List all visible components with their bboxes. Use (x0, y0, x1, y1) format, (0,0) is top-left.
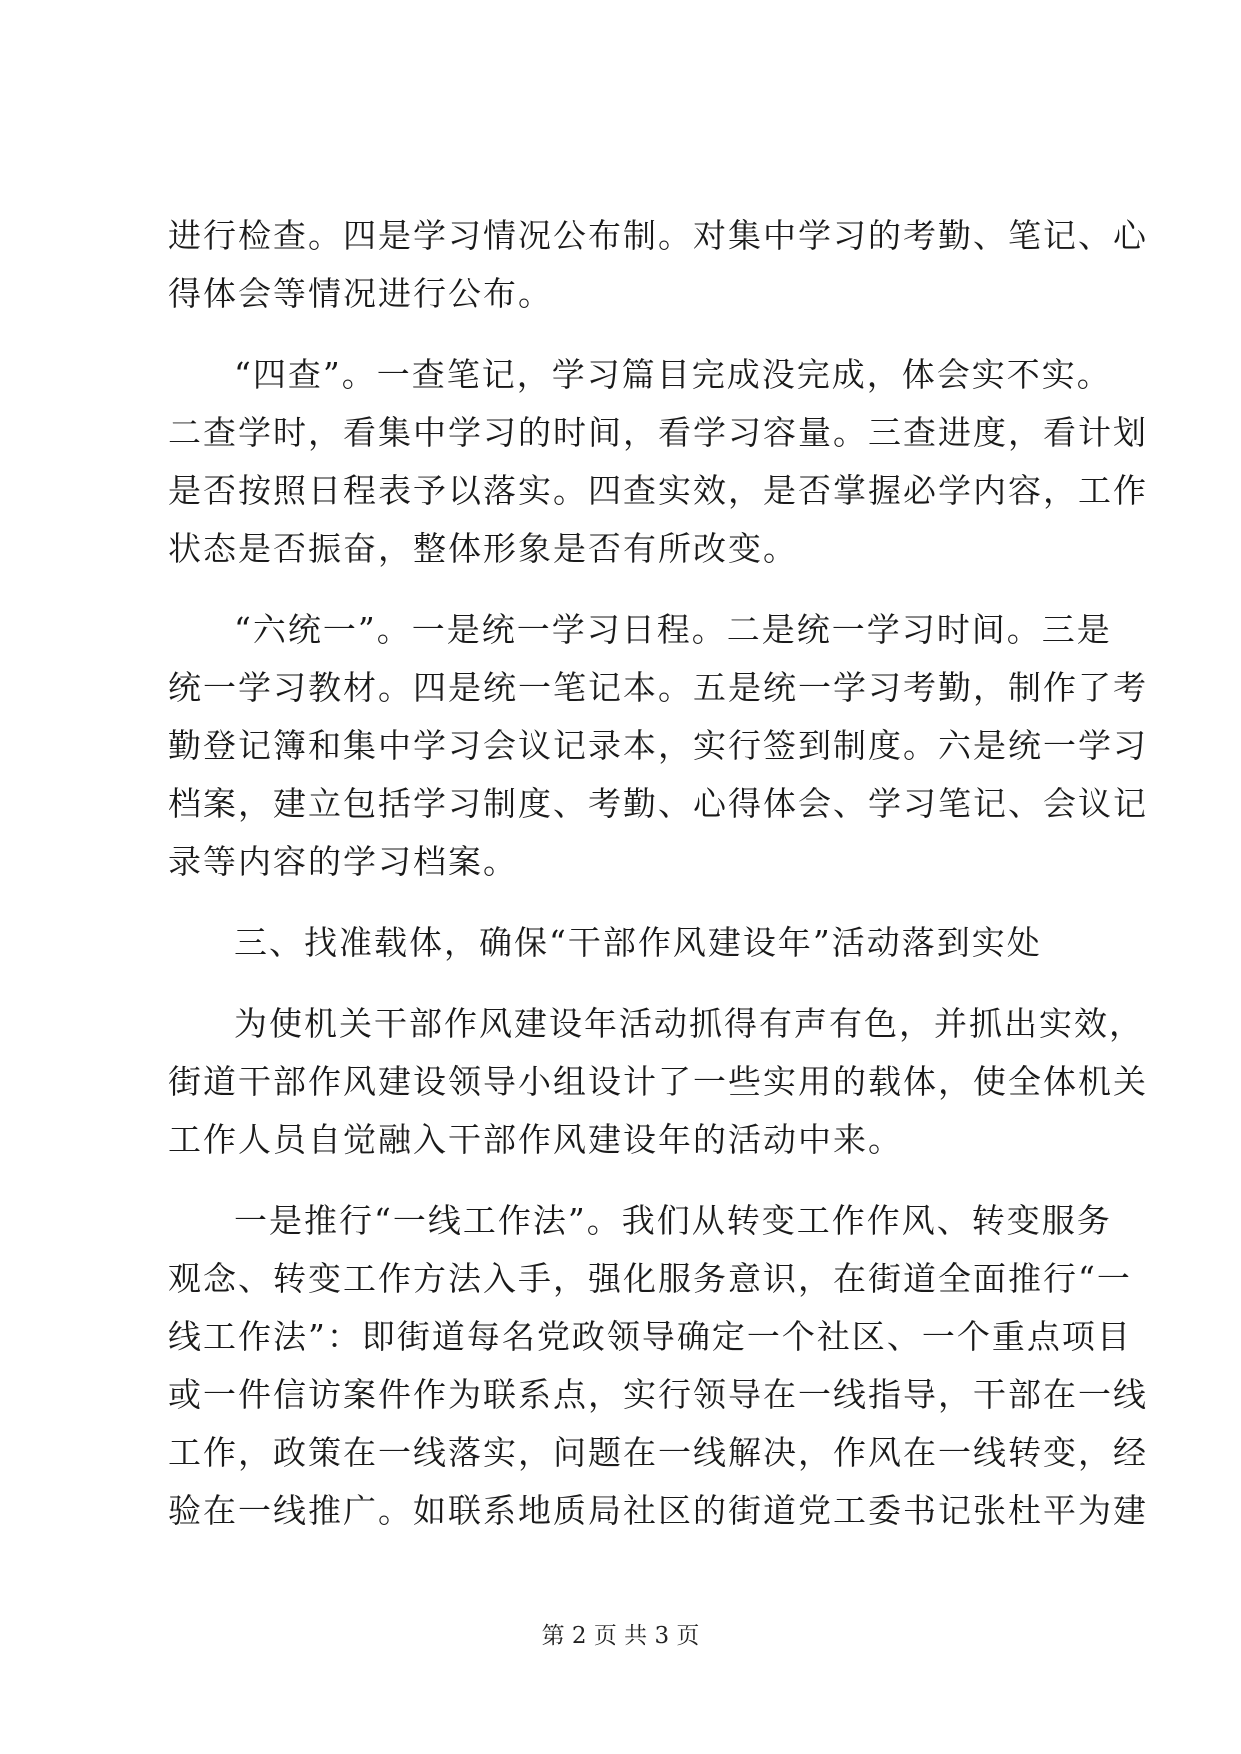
text-line: 勤登记簿和集中学习会议记录本，实行签到制度。六是统一学习 (168, 726, 1148, 765)
text-line: 得体会等情况进行公布。 (168, 274, 553, 313)
text-line: 统一学习教材。四是统一笔记本。五是统一学习考勤，制作了考 (168, 668, 1148, 707)
text-line: 进行检查。四是学习情况公布制。对集中学习的考勤、笔记、心 (168, 216, 1148, 255)
text-line: 二查学时，看集中学习的时间，看学习容量。三查进度，看计划 (168, 413, 1148, 452)
text-line: 录等内容的学习档案。 (168, 842, 518, 881)
text-line: 线工作法”：即街道每名党政领导确定一个社区、一个重点项目 (168, 1317, 1132, 1356)
text-line: 验在一线推广。如联系地质局社区的街道党工委书记张杜平为建 (168, 1491, 1148, 1530)
page-number-footer: 第 2 页 共 3 页 (541, 1623, 700, 1649)
text-line: “六统一”。一是统一学习日程。二是统一学习时间。三是 (234, 610, 1112, 649)
text-line: 观念、转变工作方法入手，强化服务意识，在街道全面推行“一 (168, 1259, 1132, 1298)
section-heading: 三、找准载体，确保“干部作风建设年”活动落到实处 (234, 923, 1042, 962)
text-line: “四查”。一查笔记，学习篇目完成没完成，体会实不实。 (234, 355, 1112, 394)
text-line: 档案，建立包括学习制度、考勤、心得体会、学习笔记、会议记 (168, 784, 1148, 823)
text-line: 工作人员自觉融入干部作风建设年的活动中来。 (168, 1120, 903, 1159)
text-line: 工作，政策在一线落实，问题在一线解决，作风在一线转变，经 (168, 1433, 1148, 1472)
text-line: 是否按照日程表予以落实。四查实效，是否掌握必学内容，工作 (168, 471, 1148, 510)
text-line: 一是推行“一线工作法”。我们从转变工作作风、转变服务 (234, 1201, 1112, 1240)
text-line: 为使机关干部作风建设年活动抓得有声有色，并抓出实效， (234, 1004, 1144, 1043)
text-line: 街道干部作风建设领导小组设计了一些实用的载体，使全体机关 (168, 1062, 1148, 1101)
text-line: 状态是否振奋，整体形象是否有所改变。 (168, 529, 798, 568)
text-line: 或一件信访案件作为联系点，实行领导在一线指导，干部在一线 (168, 1375, 1148, 1414)
